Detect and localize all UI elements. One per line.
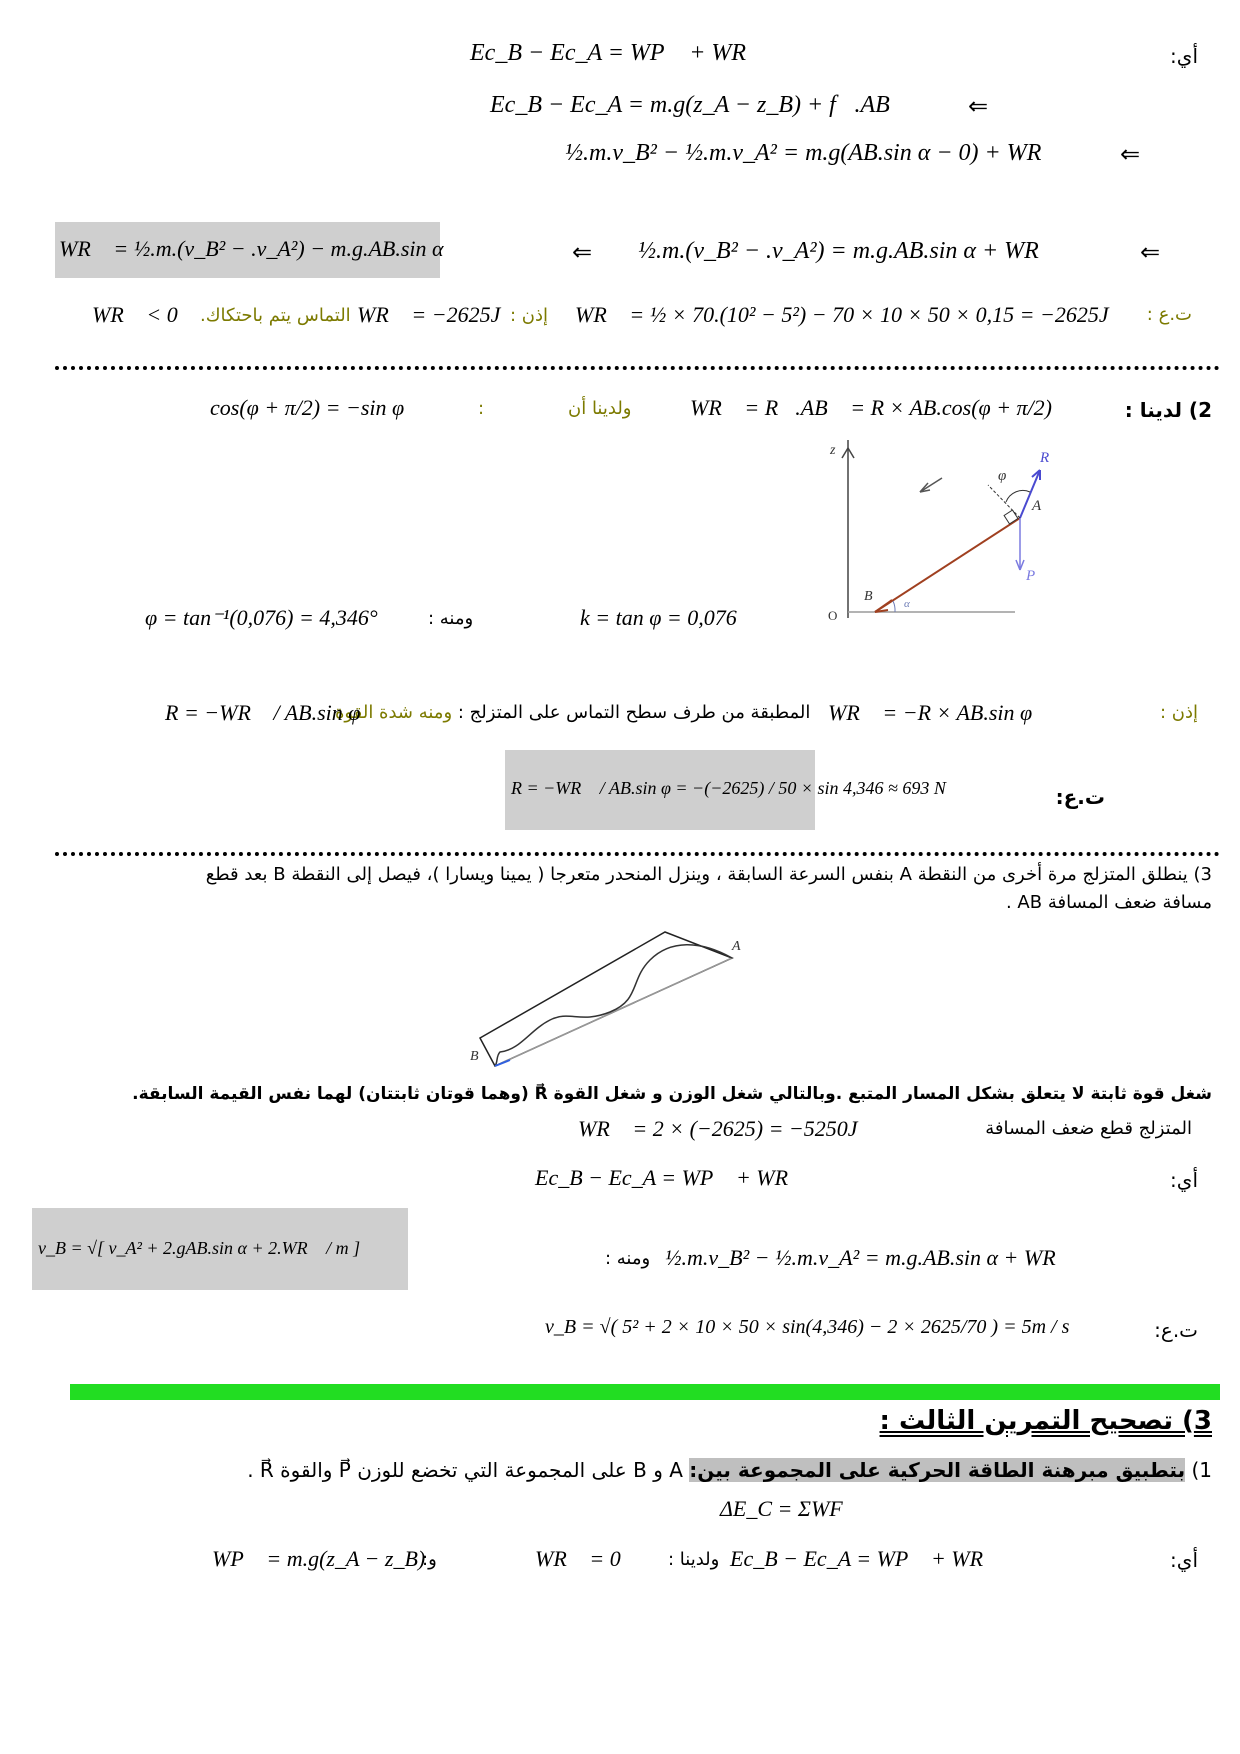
r-formula: R = −WR⃗ / AB.sin φ: [165, 700, 361, 725]
label-a: A: [1032, 498, 1042, 514]
section-divider-green: [70, 1384, 1220, 1400]
label-o: O: [828, 608, 838, 623]
work-sin-equation: WR⃗ = −R × AB.sin φ: [828, 700, 1033, 725]
boxed-r-result: [505, 750, 946, 830]
part2-label: 2) لدينا :: [1124, 398, 1212, 422]
kinetic-energy-equation-4: ½.m.(v_B² − .v_A²) = m.g.AB.sin α + WR⃗: [638, 238, 1058, 264]
we-have-label: ولدينا أن: [568, 398, 632, 419]
cos-identity: cos(φ + π/2) = −sin φ: [210, 395, 405, 420]
item1-number: 1): [1191, 1458, 1212, 1482]
numeric-label-1: ت.ع :: [1146, 304, 1192, 325]
part3-paragraph-line1: 3) ينطلق المتزلج مرة أخرى من النقطة A بنفس السرعة السابقة ، وينزل المنحدر متعرجا ( يمينا ويسارا )، فيصل إلى النقطة B بعد قطع: [205, 864, 1212, 885]
separator-dotted-2: [55, 852, 1220, 856]
separator-dotted-1: [55, 366, 1220, 370]
energy-theorem-equation: ΔE_C = ΣWF⃗: [720, 1496, 860, 1521]
hence-label-2: ومنه :: [605, 1248, 651, 1269]
item1-text: A و B على المجموعة التي تخضع للوزن P⃗ والقوة R⃗ .: [247, 1458, 683, 1482]
reaction-work-zero: WR⃗ = 0: [535, 1546, 621, 1571]
boxed-r-result-text: R = −WR⃗ / AB.sin φ = −(−2625) / 50 × sin 4,346 ≈ 693 N: [511, 778, 946, 798]
vb-numeric-equation: v_B = √( 5² + 2 × 10 × 50 × sin(4,346) − 2 × 2625/70 ) = 5m / s: [545, 1316, 1070, 1338]
weight-work-equation: WP⃗ = m.g(z_A − z_B): [212, 1546, 426, 1571]
normal-line: [988, 485, 1020, 518]
label-alpha: α: [904, 598, 910, 610]
incline-force-diagram: [820, 440, 1061, 630]
label-a-2: A: [732, 939, 741, 954]
alpha-arc: [893, 601, 895, 612]
label-z: z: [830, 443, 836, 458]
boxed-work-formula: [55, 222, 444, 278]
item1-highlight: بتطبيق مبرهنة الطاقة الحركية على المجموعة بين:: [689, 1458, 1186, 1482]
therefore-label-1: إذن :: [510, 305, 549, 326]
therefore-label-2: إذن :: [1159, 702, 1198, 723]
numeric-work-equation: WR⃗ = ½ × 70.(10² − 5²) − 70 × 10 × 50 × 0,15 = −2625J: [575, 302, 1109, 327]
constant-force-note: شغل قوة ثابتة لا يتعلق بشكل المسار المتبع .وبالتالي شغل الوزن و شغل القوة R⃗ (وهما قوتان ثابتتان) لهما نفس القيمة السابقة.: [132, 1084, 1212, 1104]
ay-label-3: أي:: [1170, 1548, 1198, 1572]
k-equation: k = tan φ = 0,076: [580, 605, 737, 630]
label-b-2: B: [470, 1049, 479, 1064]
colon-sep: :: [478, 398, 485, 419]
boxed-vb-formula-text: v_B = √[ v_A² + 2.gAB.sin α + 2.WR⃗ / m ]: [38, 1238, 361, 1258]
we-have-label-2: ولدينا :: [668, 1549, 720, 1570]
negative-work-inequality: WR⃗ < 0: [92, 302, 178, 327]
implies-arrow-1: ⇐: [968, 94, 989, 120]
label-p: P⃗: [1026, 568, 1047, 584]
motion-direction-arrow: [920, 478, 942, 492]
label-phi: φ: [998, 468, 1007, 484]
implies-arrow-4: ⇐: [1140, 240, 1161, 266]
boxed-work-formula-text: WR⃗ = ½.m.(v_B² − .v_A²) − m.g.AB.sin α: [59, 236, 444, 261]
work-dot-product-equation: WR⃗ = R⃗.AB⃗ = R × AB.cos(φ + π/2): [690, 395, 1053, 420]
label-r: R⃗: [1040, 450, 1061, 466]
ay-label-1: أي:: [1170, 44, 1198, 68]
reaction-text: [335, 702, 810, 723]
kinetic-energy-equation-1: Ec_B − Ec_A = WP⃗ + WR⃗: [470, 40, 765, 66]
boxed-vb-formula: [32, 1208, 408, 1290]
implies-arrow-3: ⇐: [572, 240, 593, 266]
kinetic-energy-equation-6: ½.m.v_B² − ½.m.v_A² = m.g.AB.sin α + WR⃗: [665, 1245, 1073, 1270]
ay-label-2: أي:: [1170, 1168, 1198, 1192]
numeric-label-3: ت.ع:: [1154, 1318, 1198, 1342]
kinetic-energy-equation-2: Ec_B − Ec_A = m.g(z_A − z_B) + f⃗.AB⃗: [490, 92, 909, 118]
work-result: WR⃗ = −2625J: [357, 302, 501, 327]
exercise3-title: 3) تصحيح التمرين الثالث :: [879, 1406, 1212, 1436]
implies-arrow-2: ⇐: [1120, 142, 1141, 168]
label-b: B: [864, 589, 873, 604]
part3-paragraph-line2: مسافة ضعف المسافة AB .: [1005, 892, 1212, 913]
numeric-label-2: ت.ع:: [1055, 785, 1105, 809]
double-distance-text: المتزلج قطع ضعف المسافة: [985, 1118, 1192, 1139]
hence-label-1: ومنه :: [428, 608, 474, 629]
incline-line: [875, 518, 1020, 612]
kinetic-energy-equation-5: Ec_B − Ec_A = WP⃗ + WR⃗: [535, 1165, 806, 1190]
reaction-text-suffix: المطبقة من طرف سطح التماس على المتزلج :: [457, 702, 811, 723]
and-label: و:: [422, 1549, 437, 1570]
zigzag-path-diagram: [470, 920, 750, 1070]
friction-note: التماس يتم باحتكاك.: [200, 305, 351, 326]
kinetic-energy-equation-7: Ec_B − Ec_A = WP⃗ + WR⃗: [730, 1546, 1001, 1571]
item1-line: [247, 1458, 1212, 1482]
phi-equation: φ = tan⁻¹(0,076) = 4,346°: [145, 605, 378, 630]
slope-outline: [480, 932, 732, 1066]
kinetic-energy-equation-3: ½.m.v_B² − ½.m.v_A² = m.g(AB.sin α − 0) + WR⃗: [565, 140, 1061, 166]
reaction-text-prefix: ومنه شدة القوة: [335, 702, 453, 723]
double-work-equation: WR⃗ = 2 × (−2625) = −5250J: [578, 1116, 858, 1141]
zigzag-trajectory: [495, 945, 732, 1066]
